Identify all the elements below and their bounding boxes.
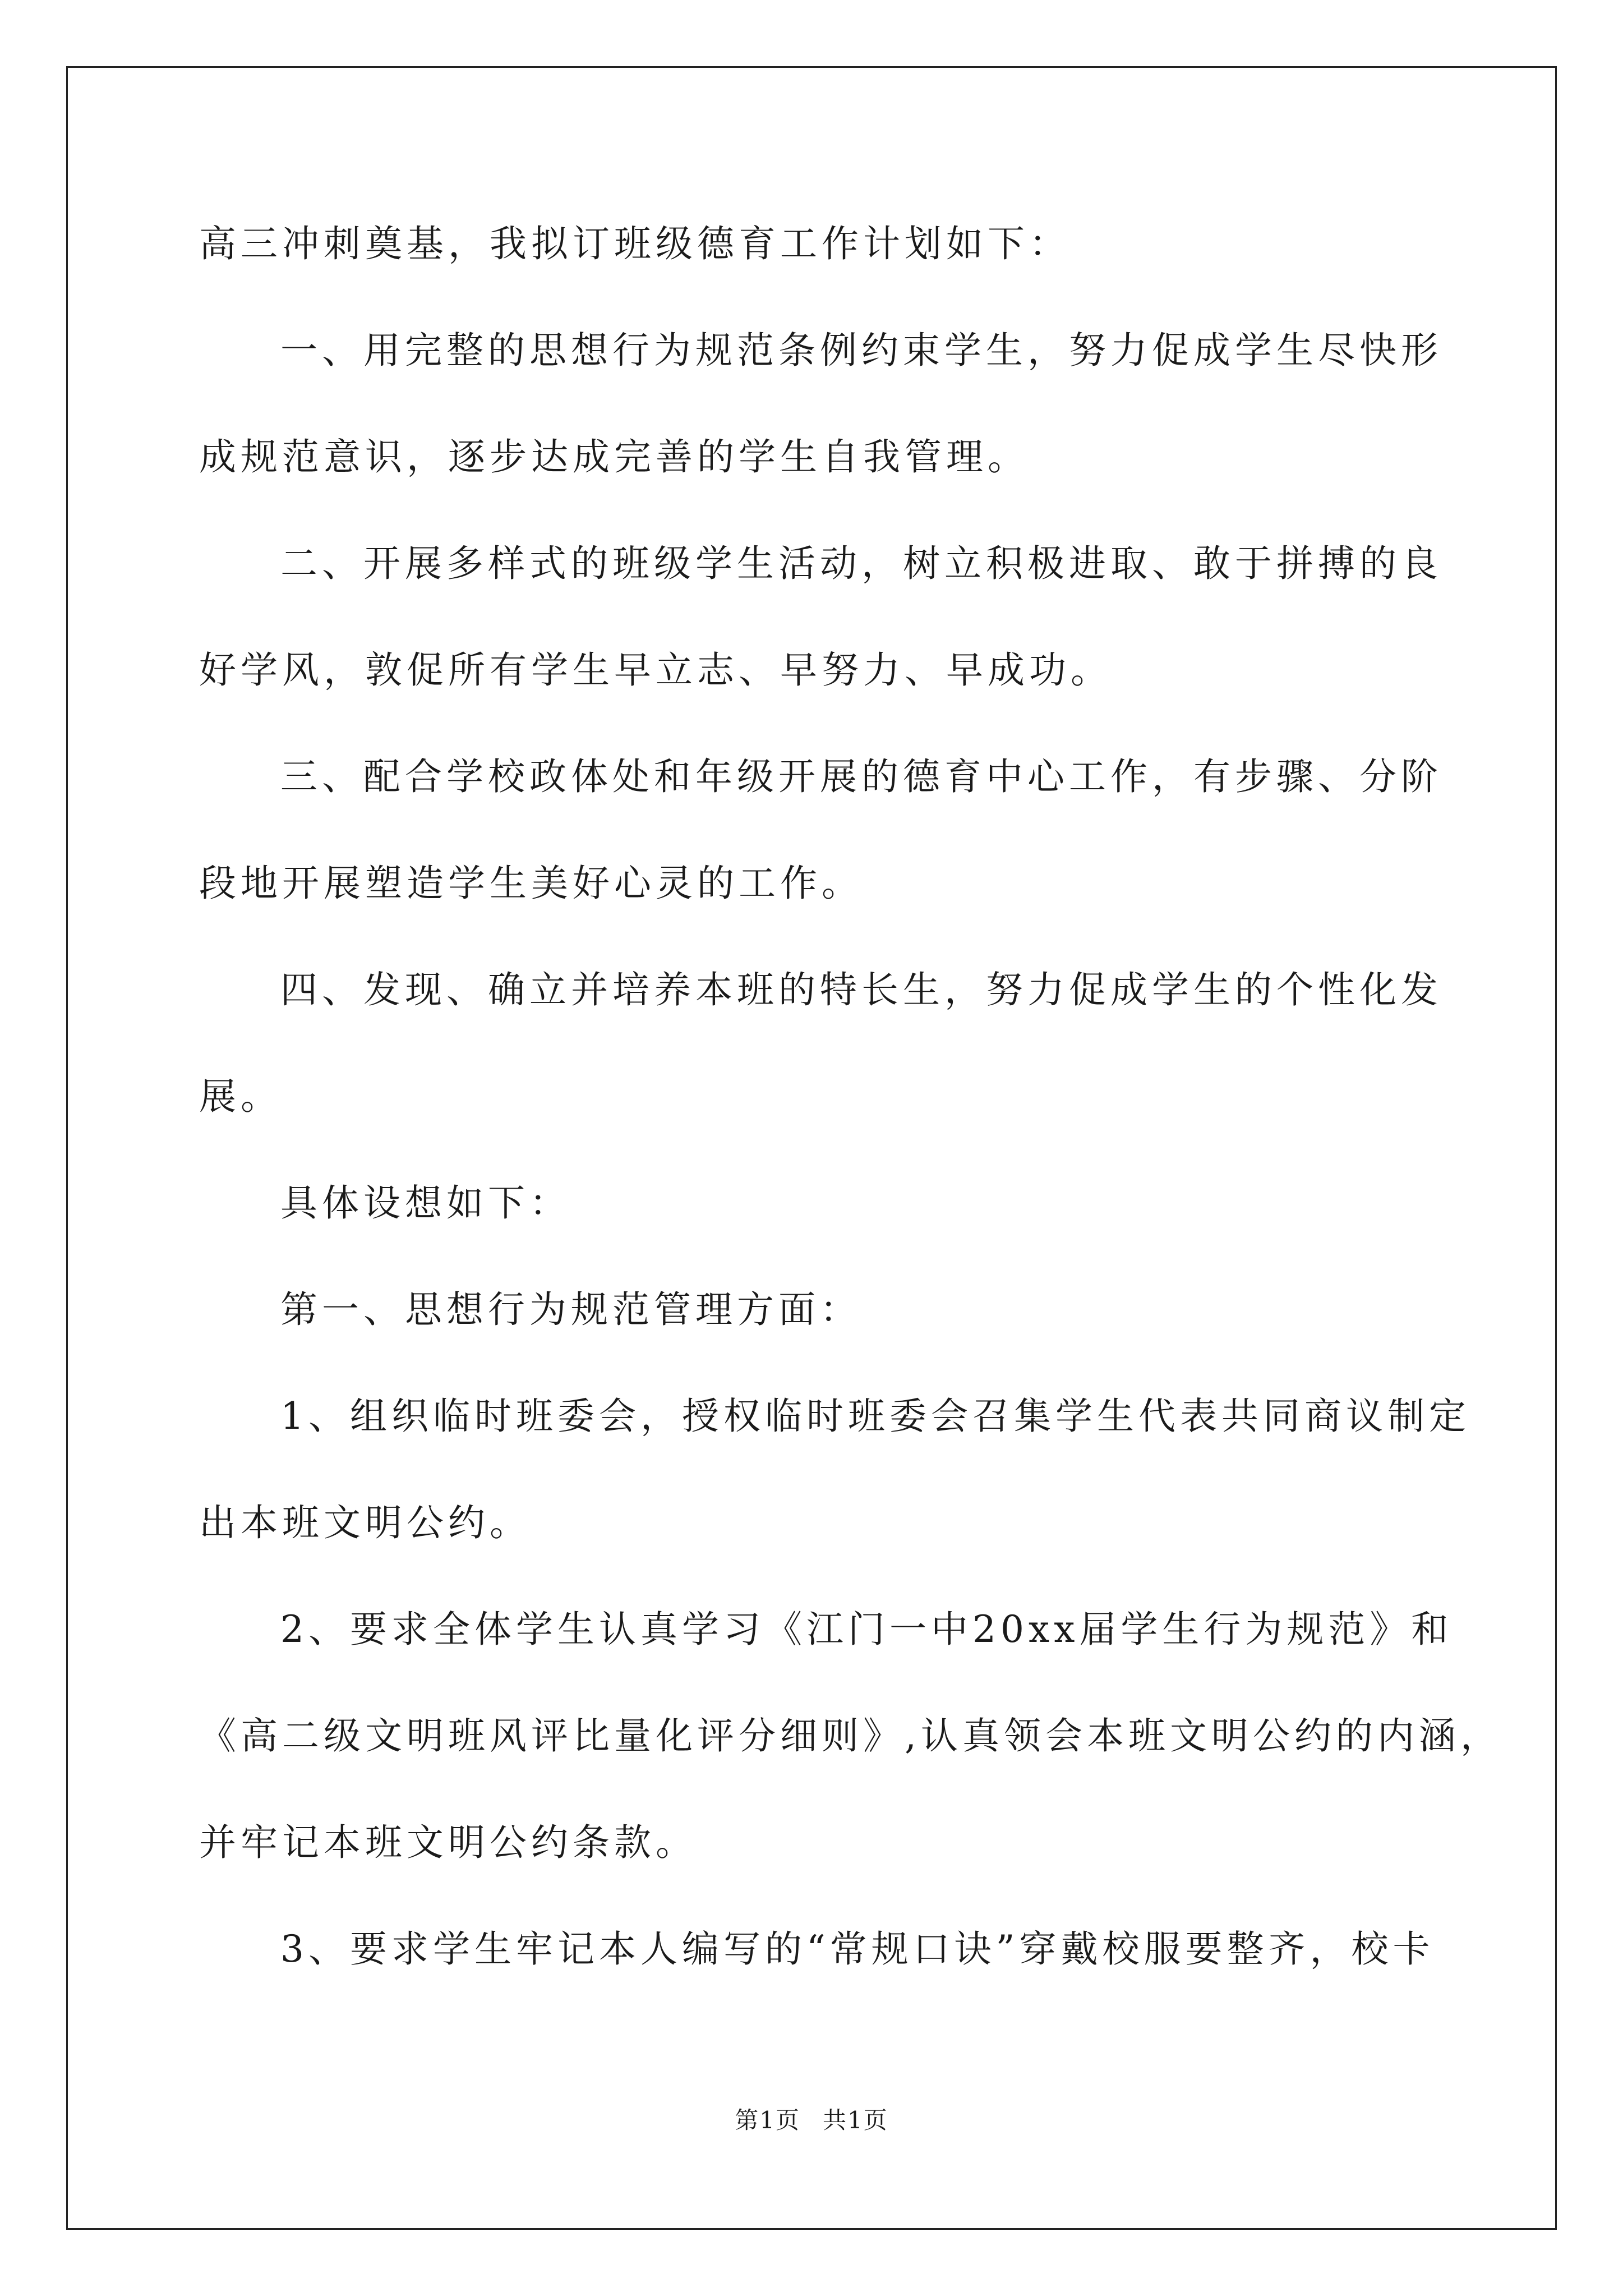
- text-line: 具体设想如下：: [280, 1181, 571, 1225]
- page-number: 第1页: [735, 2106, 800, 2134]
- text-line: 第一、思想行为规范管理方面：: [280, 1288, 861, 1331]
- text-line: 1、组织临时班委会，授权临时班委会召集学生代表共同商议制定: [280, 1395, 1470, 1438]
- text-line: 四、发现、确立并培养本班的特长生，努力促成学生的个性化发: [280, 968, 1442, 1011]
- text-line: 2、要求全体学生认真学习《江门一中20xx届学生行为规范》和: [280, 1608, 1453, 1651]
- text-line: 三、配合学校政体处和年级开展的德育中心工作，有步骤、分阶: [280, 755, 1442, 798]
- text-line: 成规范意识，逐步达成完善的学生自我管理。: [199, 435, 1029, 478]
- page-footer: [0, 2104, 1623, 2137]
- text-line: 出本班文明公约。: [199, 1501, 531, 1544]
- text-line: 二、开展多样式的班级学生活动，树立积极进取、敢于拼搏的良: [280, 542, 1442, 585]
- page-border: [66, 66, 1557, 2230]
- text-line: 并牢记本班文明公约条款。: [199, 1821, 697, 1864]
- text-line: 高三冲刺奠基，我拟订班级德育工作计划如下：: [199, 222, 1071, 265]
- page-total: 共1页: [823, 2106, 888, 2134]
- text-line: 好学风，敦促所有学生早立志、早努力、早成功。: [199, 648, 1112, 692]
- text-line: 一、用完整的思想行为规范条例约束学生，努力促成学生尽快形: [280, 329, 1442, 372]
- text-line: 展。: [199, 1075, 282, 1118]
- text-line: 3、要求学生牢记本人编写的“常规口诀”穿戴校服要整齐，校卡: [280, 1927, 1435, 1971]
- text-line: 段地开展塑造学生美好心灵的工作。: [199, 862, 863, 905]
- text-line: 《高二级文明班风评比量化评分细则》,认真领会本班文明公约的内涵，: [199, 1714, 1502, 1757]
